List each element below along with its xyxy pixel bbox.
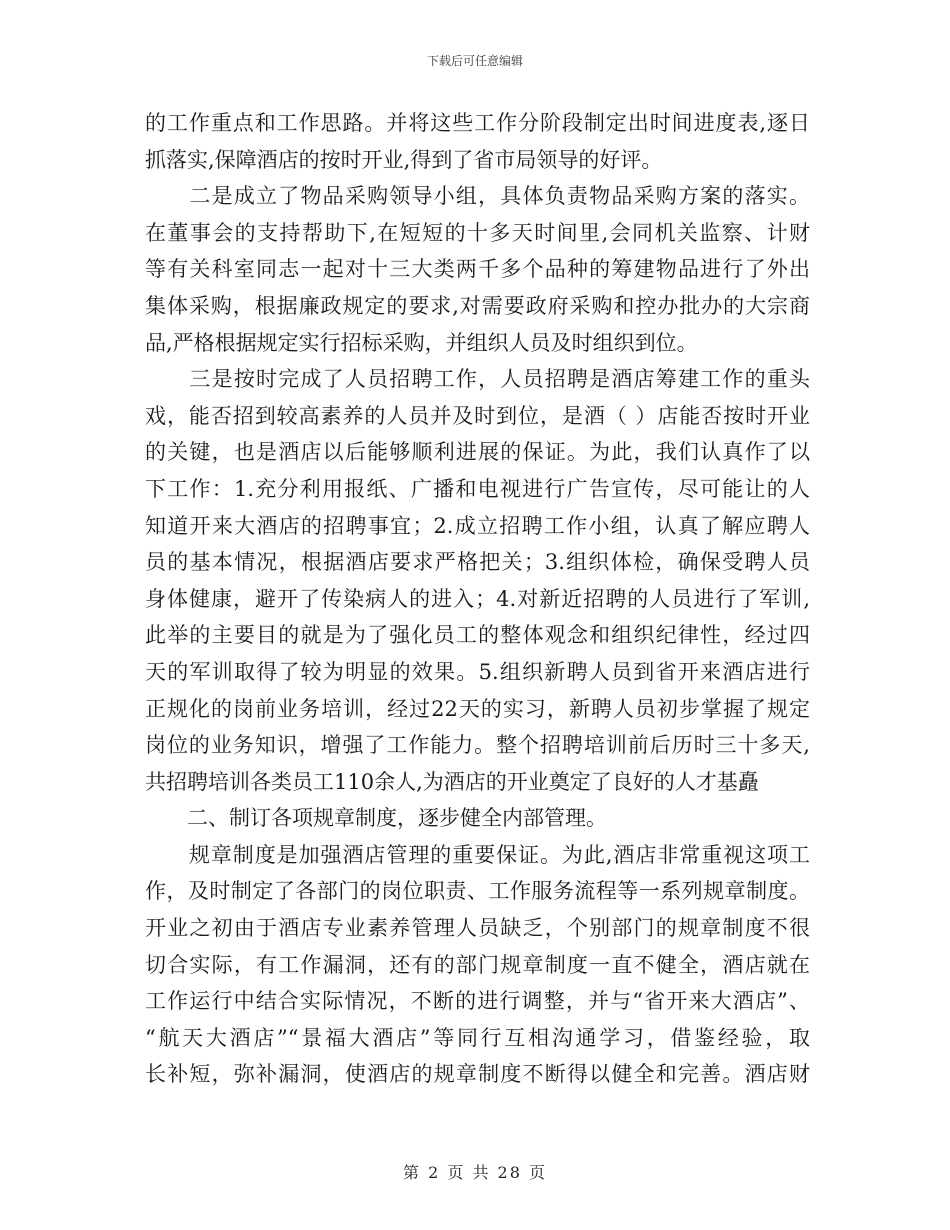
text-line: 下工作：1.充分利用报纸、广播和电视进行广告宣传，尽可能让的人 (145, 476, 810, 501)
text-line: 的关键，也是酒店以后能够顺利进展的保证。为此，我们认真作了以 (145, 440, 810, 465)
text-line: 此举的主要目的就是为了强化员工的整体观念和组织纪律性，经过四 (145, 623, 810, 648)
text-line: 规章制度是加强酒店管理的重要保证。为此,酒店非常重视这项工 (145, 842, 810, 867)
text-line: 工作运行中结合实际情况，不断的进行调整，并与“省开来大酒店”、 (145, 989, 810, 1014)
text-line: 在董事会的支持帮助下,在短短的十多天时间里,会同机关监察、计财 (145, 220, 810, 245)
text-line: 身体健康，避开了传染病人的进入；4.对新近招聘的人员进行了军训, (145, 586, 810, 611)
text-line: 切合实际，有工作漏洞，还有的部门规章制度一直不健全，酒店就在 (145, 952, 810, 977)
text-line: 员的基本情况，根据酒店要求严格把关；3.组织体检，确保受聘人员 (145, 550, 810, 575)
text-line: 知道开来大酒店的招聘事宜；2.成立招聘工作小组，认真了解应聘人 (145, 513, 810, 538)
section-heading: 二、制订各项规章制度，逐步健全内部管理。 (145, 806, 607, 831)
text-line: 正规化的岗前业务培训，经过22天的实习，新聘人员初步掌握了规定 (145, 696, 810, 721)
document-body (145, 105, 810, 1093)
text-line: 集体采购，根据廉政规定的要求,对需要政府采购和控办批办的大宗商 (145, 293, 810, 318)
text-line: “航天大酒店”“景福大酒店”等同行互相沟通学习，借鉴经验，取 (145, 1025, 810, 1050)
text-line: 二是成立了物品采购领导小组，具体负责物品采购方案的落实。 (145, 184, 810, 209)
text-line: 的工作重点和工作思路。并将这些工作分阶段制定出时间进度表,逐日 (145, 111, 810, 135)
text-line: 共招聘培训各类员工110余人,为酒店的开业奠定了良好的人才基矗 (145, 769, 759, 794)
page-header: 下载后可任意编辑 (426, 54, 523, 68)
text-line: 岗位的业务知识，增强了工作能力。整个招聘培训前后历时三十多天, (145, 733, 810, 758)
text-line: 开业之初由于酒店专业素养管理人员缺乏，个别部门的规章制度不很 (145, 916, 810, 941)
text-line: 品,严格根据规定实行招标采购，并组织人员及时组织到位。 (145, 330, 698, 355)
text-line: 戏，能否招到较高素养的人员并及时到位，是酒（ ）店能否按时开业 (145, 403, 810, 428)
text-line: 三是按时完成了人员招聘工作，人员招聘是酒店筹建工作的重头 (145, 367, 810, 392)
text-line: 等有关科室同志一起对十三大类两千多个品种的筹建物品进行了外出 (145, 257, 810, 282)
text-line: 抓落实,保障酒店的按时开业,得到了省市局领导的好评。 (145, 147, 663, 172)
text-line: 长补短，弥补漏洞，使酒店的规章制度不断得以健全和完善。酒店财 (145, 1062, 810, 1087)
page-number: 第 2 页 共 28 页 (403, 1163, 547, 1182)
text-line: 作，及时制定了各部门的岗位职责、工作服务流程等一系列规章制度。 (145, 879, 810, 904)
text-line: 天的军训取得了较为明显的效果。5.组织新聘人员到省开来酒店进行 (145, 659, 810, 684)
